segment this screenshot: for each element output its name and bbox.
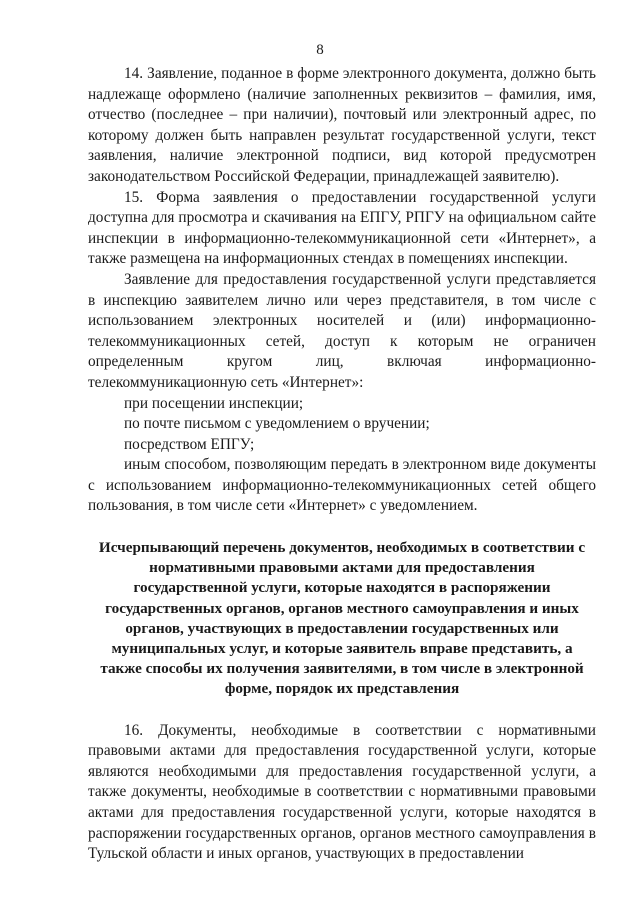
- paragraph-other-method: иным способом, позволяющим передать в электронном виде документы с использованием информационно-телекоммуникационных сетей общего пользования, в том числе сети «Интернет» с уведомлением.: [88, 456, 596, 515]
- paragraph-submission: Заявление для предоставления государственной услуги представляется в инспекцию заявителем лично или через представителя, в том числе с использованием электронных носителей и (или) информационно-телекоммуникационных сетей, доступ к которым не ограничен определенным кругом лиц, включая информационно-телекоммуникационную сеть «Интернет»:: [88, 270, 596, 391]
- paragraph-14: 14. Заявление, поданное в форме электронного документа, должно быть надлежаще оформлено (наличие заполненных реквизитов – фамилия, имя, отчество (последнее – при наличии), почтовый или электронный адрес, по которому должен быть направлен результат государственной услуги, текст заявления, наличие электронной подписи, вид которой предусмотрен законодательством Российской Федерации, принадлежащей заявителю).: [88, 65, 596, 185]
- document-body: [88, 64, 596, 865]
- list-item-visit: при посещении инспекции;: [124, 394, 304, 412]
- section-heading: Исчерпывающий перечень документов, необходимых в соответствии с нормативными правовыми актами для предоставления государственной услуги, которые находятся в распоряжении государственных органов, органов местного самоуправления и иных органов, участвующих в предоставлении государственных или муниципальных услуг, и которые заявитель вправе представить, а также способы их получения заявителями, в том числе в электронной форме, порядок их представления: [98, 539, 586, 698]
- list-item-epgu: посредством ЕПГУ;: [124, 435, 255, 453]
- list-item-post: по почте письмом с уведомлением о вручении;: [124, 415, 430, 433]
- paragraph-15: 15. Форма заявления о предоставлении государственной услуги доступна для просмотра и скачивания на ЕПГУ, РПГУ на официальном сайте инспекции в информационно-телекоммуникационной сети «Интернет», а также размещена на информационных стендах в помещениях инспекции.: [88, 188, 596, 268]
- page-number: 8: [316, 42, 324, 58]
- paragraph-16: 16. Документы, необходимые в соответствии с нормативными правовыми актами для предоставления государственной услуги, которые являются необходимыми для предоставления государственной услуги, а также документы, необходимые в соответствии с нормативными правовыми актами для предоставления государственной услуги, которые находятся в распоряжении государственных органов, органов местного самоуправления в Тульской области и иных органов, участвующих в предоставлении: [88, 721, 596, 863]
